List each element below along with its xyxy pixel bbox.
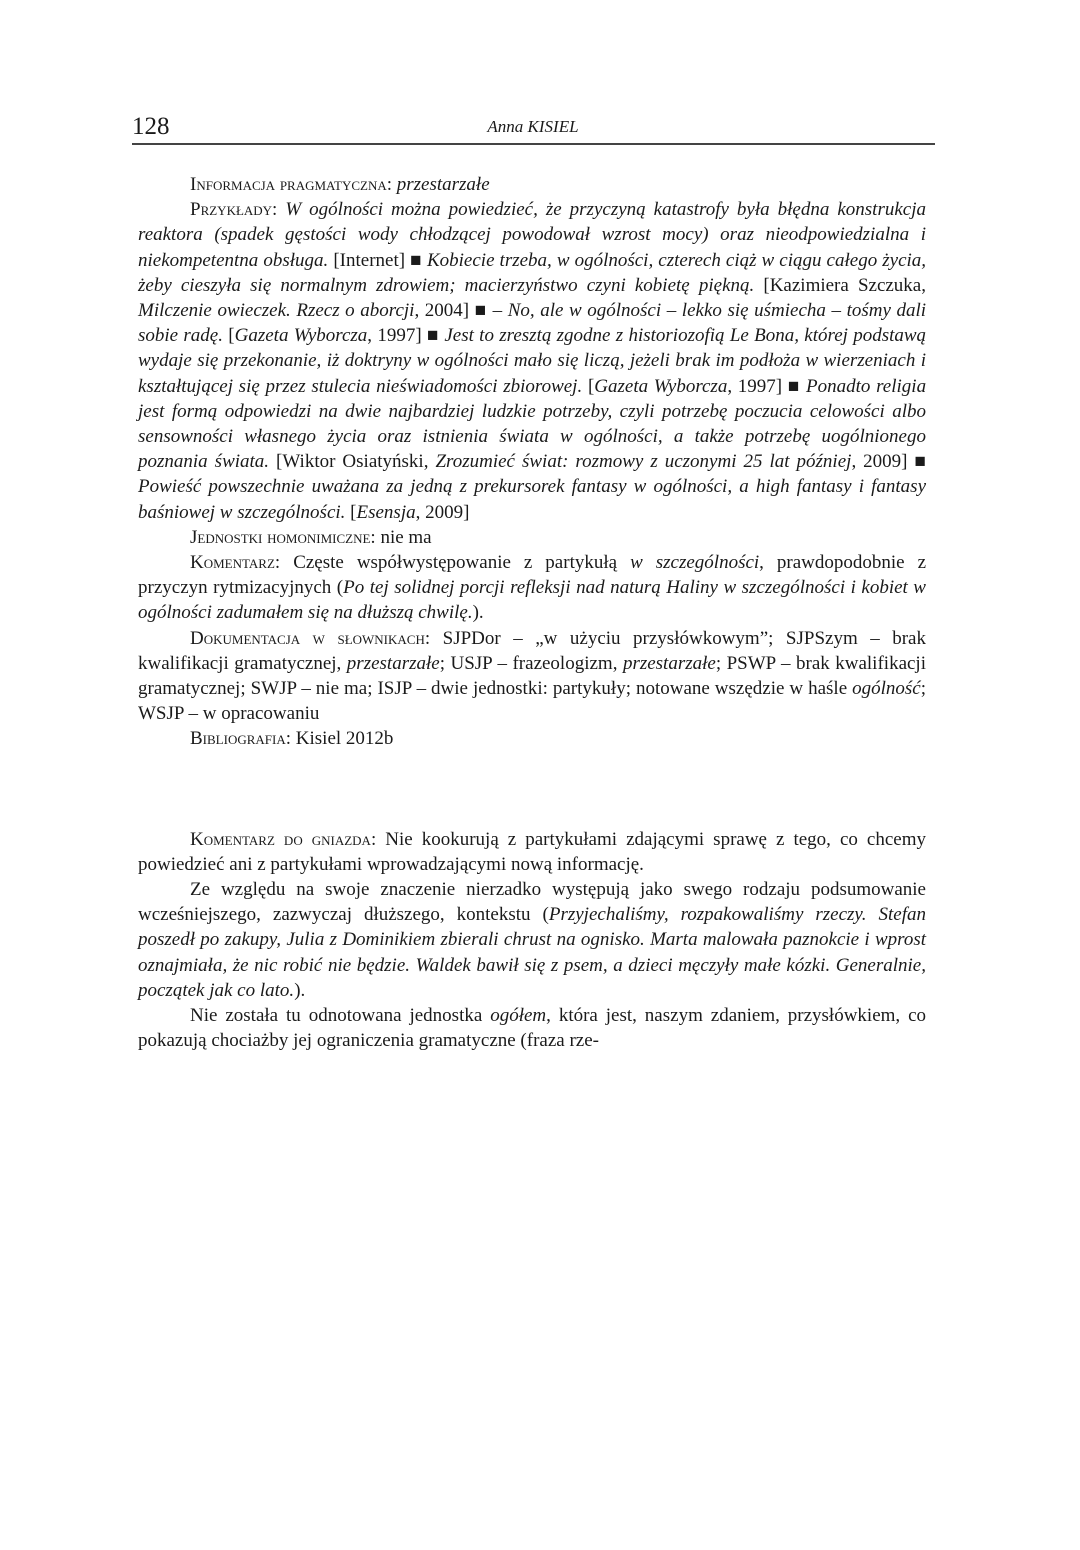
documentation-text: SJPDor – „w użyciu przysłówkowym”; SJPSzym – brak kwalifikacji gramatycznej, [138,627,926,674]
bibliography [138,726,926,751]
example-source: [Wiktor Osiatyński, Zrozumieć świat: rozmowy z uczonymi 25 lat później, 2009] [276,451,908,473]
bibliography-value: Kisiel 2012b [295,728,394,750]
homonyms-value: nie ma [380,526,432,548]
example-source: [Kazimiera Szczuka, Milczenie owieczek. Rzecz o aborcji, 2004] [138,274,926,322]
example-separator: ■ [427,325,440,347]
example-text: W ogólności można powiedzieć, że przyczyną katastrofy była błędna konstrukcja reaktora (spadek gęstości wody chłodzącej powodował wzrost mocy) oraz nieodpowiedzialna i niekompetentna obsługa. [138,199,926,271]
example-text: Jest to zresztą zgodne z historiozofią Le Bona, której podstawą wydaje się przekonanie, iż doktryny w ogólności mało się liczą, jeżeli brak im podłoża w wierzeniach i kształtującej się przez stulecia nieświadomości zbiorowej. [138,325,927,397]
example-text: Ponadto religia jest formą odpowiedzi na dwie najbardziej ludzkie potrzeby, czyli potrzebę poczucia celowości albo sensowności własnego życia oraz istnienia świata w ogólności, a także potrzebę uogólnionego poznania świata. [138,375,927,473]
documentation-label: Dokumentacja w słownikach: [190,627,431,649]
documentation-qualifier: przestarzałe [622,652,716,674]
comment-text: , prawdopodobnie z przyczyn rytmizacyjnych ( [138,552,927,599]
paragraph-text: Nie została tu odnotowana jednostka [190,1005,483,1027]
comment-example: Po tej solidnej porcji refleksji nad naturą Haliny w szczególności i kobiet w ogólności zadumałem się na dłuższą chwilę. [138,577,926,624]
paragraph-example: Przyjechaliśmy, rozpakowaliśmy rzeczy. Stefan poszedł po zakupy, Julia z Dominikiem zbierali chrust na ognisko. Marta malowała paznokcie i wprost oznajmiała, że nic robić nie będzie. Waldek bawił się z psem, a dzieci męczyły małe kózki. Generalnie, początek jak co lato. [138,904,927,1001]
running-head-author: Anna KISIEL [487,117,579,136]
comment-text: Częste współwystępowanie z partykułą [293,552,618,574]
example-text: Powieść powszechnie uważana za jedną z prekursorek fantasy w ogólności, a high fantasy i fantasy baśniowej w szczególności. [138,476,926,523]
examples-label: Przykłady: [190,199,278,221]
body-text [138,172,926,1054]
paragraph-text: Ze względu na swoje znaczenie nierzadko występują jako swego rodzaju podsumowanie wcześniejszego, zazwyczaj dłuższego, kontekstu ( [138,879,926,926]
documentation-text: ; PSWP – brak kwalifikacji gramatycznej; SWJP – nie ma; ISJP – dwie jednostki: partykuły; notowane wszędzie w haśle [138,652,926,700]
nest-comment-label: Komentarz do gniazda: [190,828,377,850]
example-text: – No, ale w ogólności – lekko się uśmiecha – tośmy dali sobie radę. [138,300,927,347]
example-source: [Gazeta Wyborcza, 1997] [587,375,783,397]
documentation-qualifier: przestarzałe [346,652,440,674]
comment-text: ). [472,602,484,624]
page-header [132,112,934,144]
comment [138,550,926,626]
section-gap [138,752,926,827]
paragraph-text: ). [294,979,306,1001]
dictionary-documentation [138,626,926,727]
paragraph-term: ogółem [490,1005,547,1027]
paragraph-text: , która jest, naszym zdaniem, przysłówkiem, co pokazują chociażby jej ograniczenia gramatyczne (fraza rze- [138,1005,927,1052]
pragmatic-value: przestarzałe [396,174,490,195]
comment-label: Komentarz: [190,552,281,574]
documentation-text: ; USJP – frazeologizm, [439,652,618,674]
documentation-text: ; WSJP – w opracowaniu [138,678,926,725]
example-separator: ■ [410,249,422,271]
example-separator: ■ [787,375,801,397]
example-text: Kobiecie trzeba, w ogólności, czterech ciąż w ciągu całego życia, żeby cieszyła się normalnym zdrowiem; macierzyństwo czyni kobietę piękną. [138,249,927,296]
nest-comment-text: Nie kookurują z partykułami zdającymi sprawę z tego, co chcemy powiedzieć ani z partykułami wprowadzającymi nową informację. [138,828,926,875]
header-rule [132,143,935,145]
bibliography-label: Bibliografia: [190,728,292,750]
pragmatic-info [138,172,926,197]
nest-comment-paragraph-3 [138,1003,926,1053]
example-source: [Gazeta Wyborcza, 1997] [228,325,422,347]
example-source: [Internet] [333,249,406,271]
example-source: [Esensja, 2009] [350,501,470,523]
page-number: 128 [132,113,170,140]
nest-comment [138,827,926,877]
homonyms-label: Jednostki homonimiczne: [190,526,376,548]
example-separator: ■ [474,300,488,322]
comment-term: w szczególności [630,552,760,574]
nest-comment-paragraph-2 [138,877,926,1003]
documentation-term: ogólność [852,678,921,700]
pragmatic-label: Informacja pragmatyczna: [190,174,392,195]
homonymous-units [138,525,926,550]
example-separator: ■ [914,451,926,473]
examples [138,197,926,525]
